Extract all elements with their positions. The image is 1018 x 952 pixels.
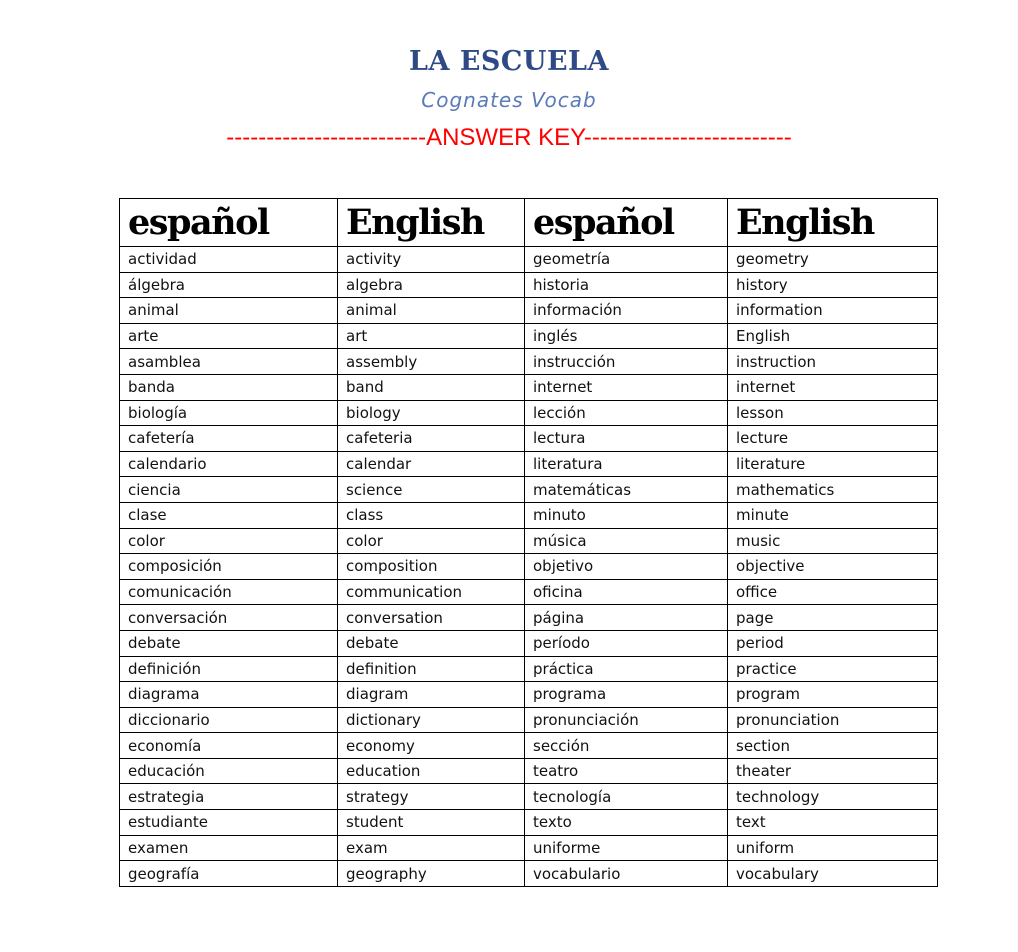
table-row xyxy=(120,298,938,324)
spanish-word: pronunciación xyxy=(525,707,728,733)
spanish-word: vocabulario xyxy=(525,861,728,887)
answer-key-banner: -------------------------ANSWER KEY-------------------------- xyxy=(226,124,792,151)
table-row xyxy=(120,682,938,708)
english-word: geography xyxy=(338,861,525,887)
table-row xyxy=(120,528,938,554)
table-row xyxy=(120,630,938,656)
english-word: uniform xyxy=(728,835,938,861)
table-row xyxy=(120,656,938,682)
spanish-word: geometría xyxy=(525,247,728,273)
english-word: dictionary xyxy=(338,707,525,733)
english-word: literature xyxy=(728,451,938,477)
table-row xyxy=(120,247,938,273)
english-word: lesson xyxy=(728,400,938,426)
english-word: composition xyxy=(338,554,525,580)
spanish-word: práctica xyxy=(525,656,728,682)
table-row xyxy=(120,451,938,477)
english-word: music xyxy=(728,528,938,554)
english-word: information xyxy=(728,298,938,324)
vocab-table xyxy=(119,198,938,887)
vocab-table-body xyxy=(120,247,938,887)
spanish-word: animal xyxy=(120,298,338,324)
english-word: color xyxy=(338,528,525,554)
spanish-word: comunicación xyxy=(120,579,338,605)
header-espanol-1: español xyxy=(120,199,338,247)
spanish-word: debate xyxy=(120,630,338,656)
spanish-word: clase xyxy=(120,502,338,528)
english-word: definition xyxy=(338,656,525,682)
table-row xyxy=(120,733,938,759)
header-row xyxy=(120,199,938,247)
table-row xyxy=(120,426,938,452)
spanish-word: actividad xyxy=(120,247,338,273)
english-word: English xyxy=(728,323,938,349)
english-word: period xyxy=(728,630,938,656)
english-word: theater xyxy=(728,758,938,784)
english-word: class xyxy=(338,502,525,528)
spanish-word: ciencia xyxy=(120,477,338,503)
english-word: education xyxy=(338,758,525,784)
table-row xyxy=(120,323,938,349)
table-row xyxy=(120,810,938,836)
english-word: section xyxy=(728,733,938,759)
table-row xyxy=(120,477,938,503)
spanish-word: examen xyxy=(120,835,338,861)
page-title: LA ESCUELA xyxy=(409,46,609,77)
spanish-word: definición xyxy=(120,656,338,682)
table-row xyxy=(120,502,938,528)
table-row xyxy=(120,579,938,605)
spanish-word: estudiante xyxy=(120,810,338,836)
spanish-word: estrategia xyxy=(120,784,338,810)
spanish-word: teatro xyxy=(525,758,728,784)
spanish-word: economía xyxy=(120,733,338,759)
header-espanol-2: español xyxy=(525,199,728,247)
english-word: text xyxy=(728,810,938,836)
spanish-word: lectura xyxy=(525,426,728,452)
spanish-word: período xyxy=(525,630,728,656)
spanish-word: cafetería xyxy=(120,426,338,452)
table-row xyxy=(120,605,938,631)
spanish-word: geografía xyxy=(120,861,338,887)
spanish-word: sección xyxy=(525,733,728,759)
english-word: art xyxy=(338,323,525,349)
spanish-word: minuto xyxy=(525,502,728,528)
english-word: internet xyxy=(728,374,938,400)
spanish-word: diccionario xyxy=(120,707,338,733)
page-subtitle: Cognates Vocab xyxy=(421,88,597,112)
spanish-word: tecnología xyxy=(525,784,728,810)
table-row xyxy=(120,554,938,580)
spanish-word: historia xyxy=(525,272,728,298)
table-row xyxy=(120,374,938,400)
table-row xyxy=(120,861,938,887)
spanish-word: instrucción xyxy=(525,349,728,375)
spanish-word: calendario xyxy=(120,451,338,477)
english-word: page xyxy=(728,605,938,631)
english-word: biology xyxy=(338,400,525,426)
english-word: strategy xyxy=(338,784,525,810)
english-word: calendar xyxy=(338,451,525,477)
header-english-2: English xyxy=(728,199,938,247)
table-row xyxy=(120,707,938,733)
spanish-word: programa xyxy=(525,682,728,708)
spanish-word: texto xyxy=(525,810,728,836)
english-word: activity xyxy=(338,247,525,273)
spanish-word: uniforme xyxy=(525,835,728,861)
english-word: vocabulary xyxy=(728,861,938,887)
english-word: animal xyxy=(338,298,525,324)
table-row xyxy=(120,272,938,298)
spanish-word: banda xyxy=(120,374,338,400)
table-row xyxy=(120,758,938,784)
spanish-word: internet xyxy=(525,374,728,400)
spanish-word: arte xyxy=(120,323,338,349)
english-word: economy xyxy=(338,733,525,759)
spanish-word: lección xyxy=(525,400,728,426)
spanish-word: información xyxy=(525,298,728,324)
spanish-word: biología xyxy=(120,400,338,426)
english-word: technology xyxy=(728,784,938,810)
english-word: communication xyxy=(338,579,525,605)
english-word: practice xyxy=(728,656,938,682)
english-word: geometry xyxy=(728,247,938,273)
spanish-word: matemáticas xyxy=(525,477,728,503)
english-word: minute xyxy=(728,502,938,528)
spanish-word: literatura xyxy=(525,451,728,477)
table-row xyxy=(120,349,938,375)
english-word: debate xyxy=(338,630,525,656)
spanish-word: composición xyxy=(120,554,338,580)
english-word: mathematics xyxy=(728,477,938,503)
spanish-word: oficina xyxy=(525,579,728,605)
spanish-word: música xyxy=(525,528,728,554)
english-word: instruction xyxy=(728,349,938,375)
table-row xyxy=(120,400,938,426)
table-row xyxy=(120,835,938,861)
english-word: band xyxy=(338,374,525,400)
english-word: exam xyxy=(338,835,525,861)
spanish-word: conversación xyxy=(120,605,338,631)
english-word: cafeteria xyxy=(338,426,525,452)
english-word: pronunciation xyxy=(728,707,938,733)
header-english-1: English xyxy=(338,199,525,247)
english-word: science xyxy=(338,477,525,503)
spanish-word: inglés xyxy=(525,323,728,349)
spanish-word: objetivo xyxy=(525,554,728,580)
spanish-word: diagrama xyxy=(120,682,338,708)
english-word: objective xyxy=(728,554,938,580)
english-word: assembly xyxy=(338,349,525,375)
english-word: program xyxy=(728,682,938,708)
spanish-word: álgebra xyxy=(120,272,338,298)
spanish-word: asamblea xyxy=(120,349,338,375)
english-word: student xyxy=(338,810,525,836)
spanish-word: educación xyxy=(120,758,338,784)
spanish-word: color xyxy=(120,528,338,554)
english-word: lecture xyxy=(728,426,938,452)
english-word: diagram xyxy=(338,682,525,708)
english-word: conversation xyxy=(338,605,525,631)
english-word: history xyxy=(728,272,938,298)
english-word: algebra xyxy=(338,272,525,298)
english-word: office xyxy=(728,579,938,605)
table-row xyxy=(120,784,938,810)
spanish-word: página xyxy=(525,605,728,631)
